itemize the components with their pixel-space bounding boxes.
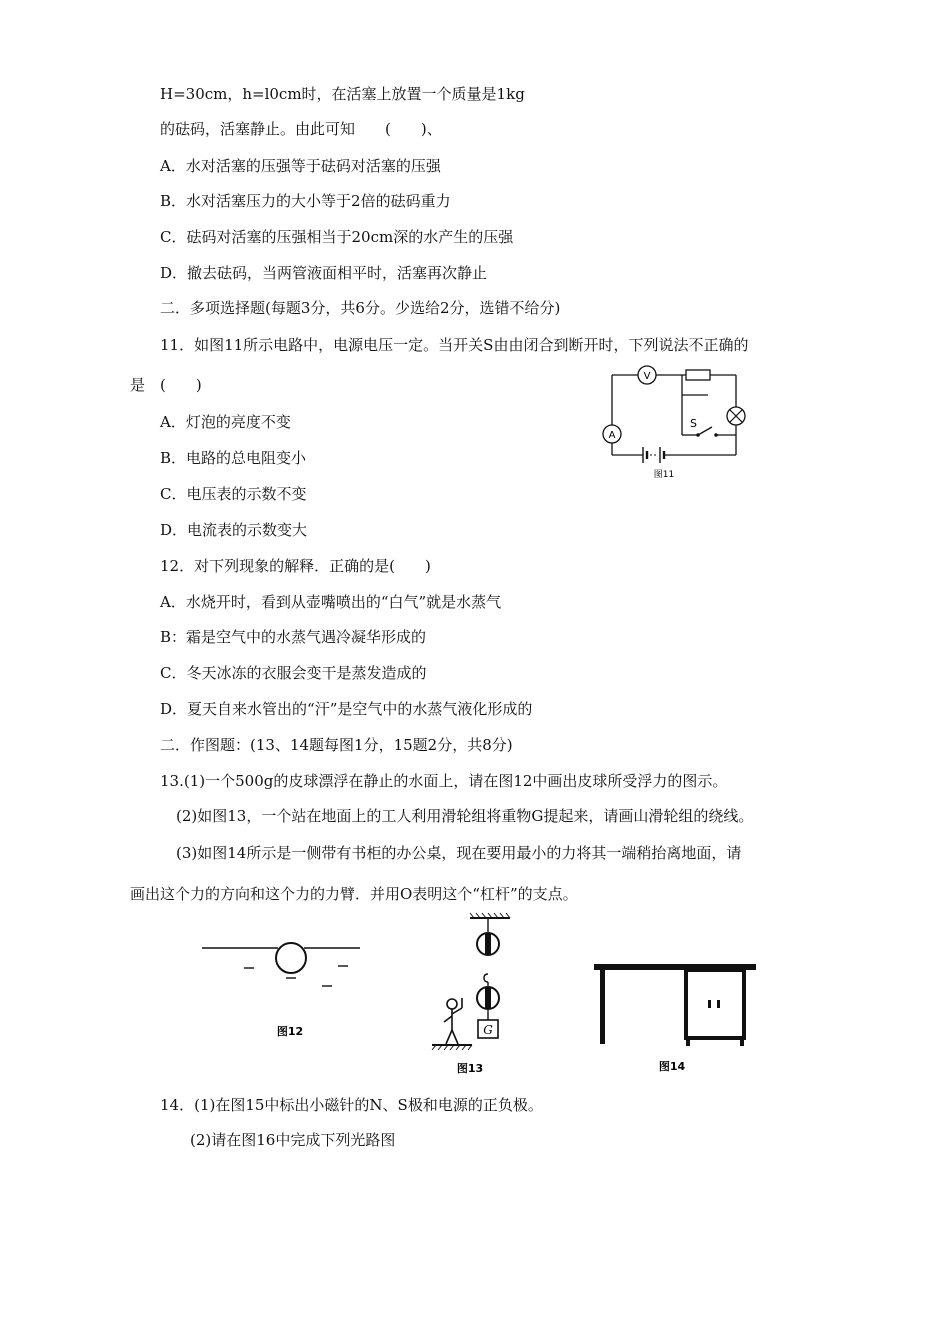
q11-option-a: A．灯泡的亮度不变 [160,413,291,431]
figure-12-floating-ball [196,930,366,1040]
q11-stem-line1: 11．如图11所示电路中，电源电压一定。当开关S由由闭合到断开时，下列说法不正确的 [160,336,749,354]
bookcase-icon [686,970,744,1038]
switch-label: S [690,417,697,430]
q11-option-d: D．电流表的示数变大 [160,521,308,539]
q14-part2: (2)请在图16中完成下列光路图 [190,1131,396,1149]
figure-14-desk [590,958,760,1076]
ball-icon [276,943,306,973]
q12-stem: 12．对下列现象的解释．正确的是( ) [160,557,431,575]
q11-option-b: B．电路的总电阻变小 [160,449,307,467]
q13-part3-line1: (3)如图14所示是一侧带有书柜的办公桌，现在要用最小的力将其一端稍抬离地面，请 [176,844,742,862]
voltmeter-label: V [643,371,651,382]
figure-12-caption: 图12 [276,1025,304,1038]
figure-13-caption: 图13 [456,1062,484,1075]
q10-stem-line2: 的砝码，活塞静止。由此可知 ( )、 [160,120,442,138]
q10-option-a: A．水对活塞的压强等于砝码对活塞的压强 [160,157,441,175]
section-multiple-choice-title: 二．多项选择题(每题3分，共6分。少选给2分，选错不给分) [160,299,561,317]
q11-stem-line2: 是 ( ) [130,376,202,394]
figure-13-pulley [426,912,546,1078]
q10-option-c: C．砝码对活塞的压强相当于20cm深的水产生的压强 [160,228,514,246]
q13-part1: 13.(1)一个500g的皮球漂浮在静止的水面上，请在图12中画出皮球所受浮力的图示。 [160,772,728,790]
q12-option-a: A．水烧开时，看到从壶嘴喷出的“白气”就是水蒸气 [160,593,502,611]
weight-label: G [483,1023,493,1037]
resistor-icon [686,370,710,380]
section-drawing-title: 二．作图题：(13、14题每图1分，15题2分，共8分) [160,736,513,754]
ammeter-label: A [608,430,616,441]
figure-11-circuit [598,365,748,485]
q10-option-b: B．水对活塞压力的大小等于2倍的砝码重力 [160,192,451,210]
figure-11-caption: 图11 [653,470,675,480]
q14-part1: 14．(1)在图15中标出小磁针的N、S极和电源的正负极。 [160,1096,543,1114]
desk-left-leg [600,970,605,1044]
q11-option-c: C．电压表的示数不变 [160,485,307,503]
q13-part2: (2)如图13，一个站在地面上的工人利用滑轮组将重物G提起来，请画山滑轮组的绕线。 [176,807,754,825]
battery-icon [643,447,664,463]
circuit-diagram [598,365,748,485]
q13-part3-line2: 画出这个力的方向和这个力的力臂．并用O表明这个“杠杆”的支点。 [130,885,578,903]
worker-icon [444,998,462,1044]
q12-option-b: B：霜是空气中的水蒸气遇冷凝华形成的 [160,628,427,646]
q10-option-d: D．撤去砝码，当两管液面相平时，活塞再次静止 [160,264,488,282]
figure-14-caption: 图14 [658,1060,686,1073]
hook-icon [484,974,488,982]
q12-option-c: C．冬天冰冻的衣服会变干是蒸发造成的 [160,664,427,682]
q10-stem-line1: H=30cm，h=l0cm时，在活塞上放置一个质量是1kg [160,85,525,103]
q12-option-d: D．夏天自来水管出的“汗”是空气中的水蒸气液化形成的 [160,700,533,718]
